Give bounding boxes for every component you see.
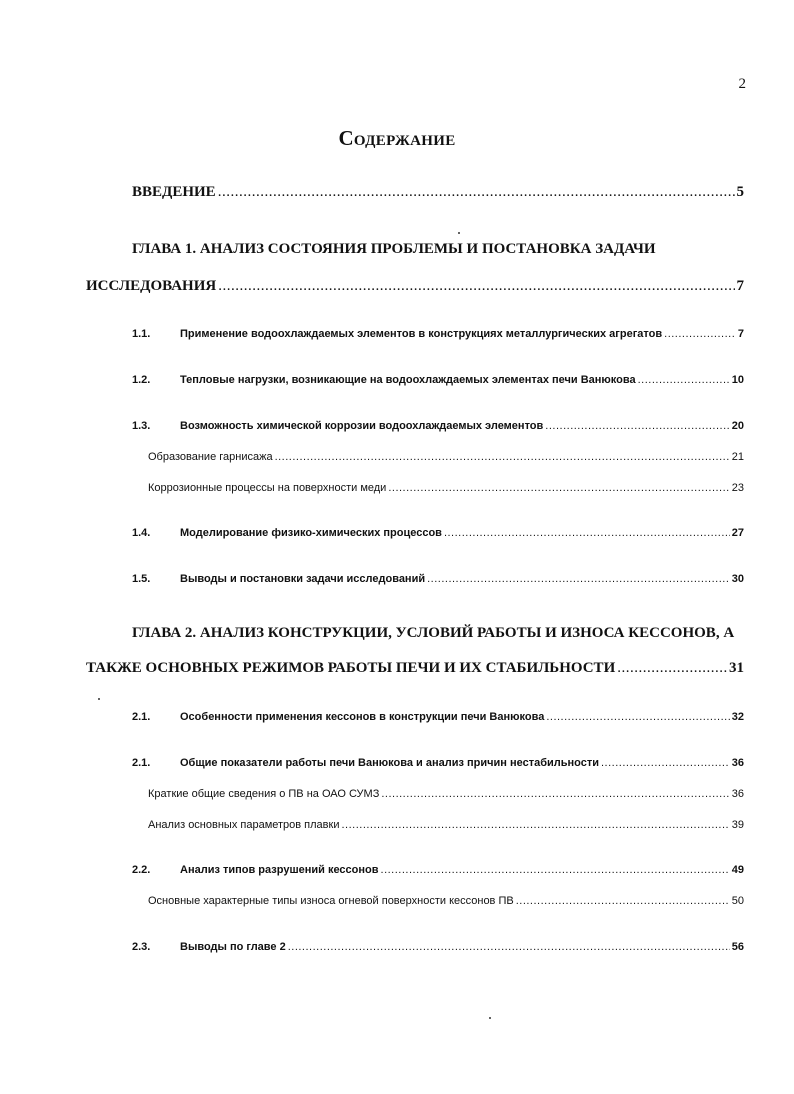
dot-leader [427,573,730,585]
scan-speck [98,698,100,700]
toc-title: Содержание [338,126,456,150]
section-page: 56 [731,941,744,953]
section-page: 36 [731,757,744,769]
dot-leader [218,278,734,295]
subsection-page: 23 [731,482,744,494]
toc-section-1-3[interactable] [132,420,744,432]
toc-section-1-1[interactable] [132,328,744,340]
section-title: Тепловые нагрузки, возникающие на водоохлаждаемых элементах печи Ванюкова [180,374,636,386]
section-title: Моделирование физико-химических процессов [180,527,442,539]
toc-section-2-1[interactable] [132,711,744,723]
section-number: 1.5. [132,573,151,585]
dot-leader [546,711,729,723]
subsection-title: Анализ основных параметров плавки [148,819,340,831]
toc-subsection[interactable] [148,451,744,463]
subsection-page: 21 [731,451,744,463]
section-title: Возможность химической коррозии водоохлаждаемых элементов [180,420,544,432]
toc-entry-intro[interactable] [132,184,744,201]
scan-speck [489,1017,491,1019]
subsection-page: 50 [731,895,744,907]
toc-subsection[interactable] [148,482,744,494]
dot-leader [275,451,730,463]
toc-entry-chapter-2[interactable] [86,660,744,677]
subsection-page: 39 [731,819,744,831]
dot-leader [545,420,729,432]
dot-leader [444,527,730,539]
toc-section-2-2[interactable] [132,864,744,876]
toc-subsection[interactable] [148,819,744,831]
section-title: Общие показатели работы печи Ванюкова и анализ причин нестабильности [180,757,599,769]
section-number: 1.1. [132,328,151,340]
section-title: Анализ типов разрушений кессонов [180,864,379,876]
section-number: 2.1. [132,757,151,769]
toc-entry-page: 7 [736,278,744,294]
dot-leader [601,757,730,769]
section-title: Выводы и постановки задачи исследований [180,573,426,585]
toc-section-2-1b[interactable] [132,757,744,769]
toc-subsection[interactable] [148,788,744,800]
section-title: Выводы по главе 2 [180,941,286,953]
section-title: Особенности применения кессонов в конструкции печи Ванюкова [180,711,545,723]
section-number: 1.4. [132,527,151,539]
dot-leader [516,895,730,907]
page-number: 2 [738,76,746,92]
toc-section-1-2[interactable] [132,374,744,386]
dot-leader [341,819,729,831]
chapter-2-title-line2: ТАКЖЕ ОСНОВНЫХ РЕЖИМОВ РАБОТЫ ПЕЧИ И ИХ СТАБИЛЬНОСТИ [86,660,616,676]
chapter-1-title-line1[interactable]: ГЛАВА 1. АНАЛИЗ СОСТОЯНИЯ ПРОБЛЕМЫ И ПОСТАНОВКА ЗАДАЧИ [132,241,656,257]
section-page: 30 [731,573,744,585]
section-title: Применение водоохлаждаемых элементов в конструкциях металлургических агрегатов [180,328,663,340]
section-number: 2.2. [132,864,151,876]
toc-section-1-5[interactable] [132,573,744,585]
chapter-1-title-line2: ИССЛЕДОВАНИЯ [86,278,217,294]
section-number: 2.3. [132,941,151,953]
section-page: 32 [731,711,744,723]
section-page: 10 [731,374,744,386]
dot-leader [381,864,730,876]
subsection-title: Образование гарнисажа [148,451,273,463]
section-page: 20 [731,420,744,432]
section-page: 49 [731,864,744,876]
dot-leader [381,788,729,800]
toc-entry-page: 5 [736,184,744,200]
dot-leader [218,184,735,201]
subsection-page: 36 [731,788,744,800]
chapter-2-title-line1[interactable]: ГЛАВА 2. АНАЛИЗ КОНСТРУКЦИИ, УСЛОВИЙ РАБОТЫ И ИЗНОСА КЕССОНОВ, А [132,625,735,641]
toc-section-2-3[interactable] [132,941,744,953]
dot-leader [638,374,730,386]
subsection-title: Краткие общие сведения о ПВ на ОАО СУМЗ [148,788,380,800]
subsection-title: Коррозионные процессы на поверхности меди [148,482,387,494]
dot-leader [388,482,729,494]
dot-leader [617,660,727,677]
toc-entry-label: ВВЕДЕНИЕ [132,184,216,200]
section-number: 1.3. [132,420,151,432]
section-page: 27 [731,527,744,539]
scan-speck [458,232,460,234]
toc-subsection[interactable] [148,895,744,907]
dot-leader [664,328,736,340]
section-number: 1.2. [132,374,151,386]
toc-entry-page: 31 [729,660,744,676]
toc-section-1-4[interactable] [132,527,744,539]
dot-leader [288,941,730,953]
section-number: 2.1. [132,711,151,723]
section-page: 7 [737,328,744,340]
toc-entry-chapter-1[interactable] [86,278,744,295]
subsection-title: Основные характерные типы износа огневой поверхности кессонов ПВ [148,895,514,907]
